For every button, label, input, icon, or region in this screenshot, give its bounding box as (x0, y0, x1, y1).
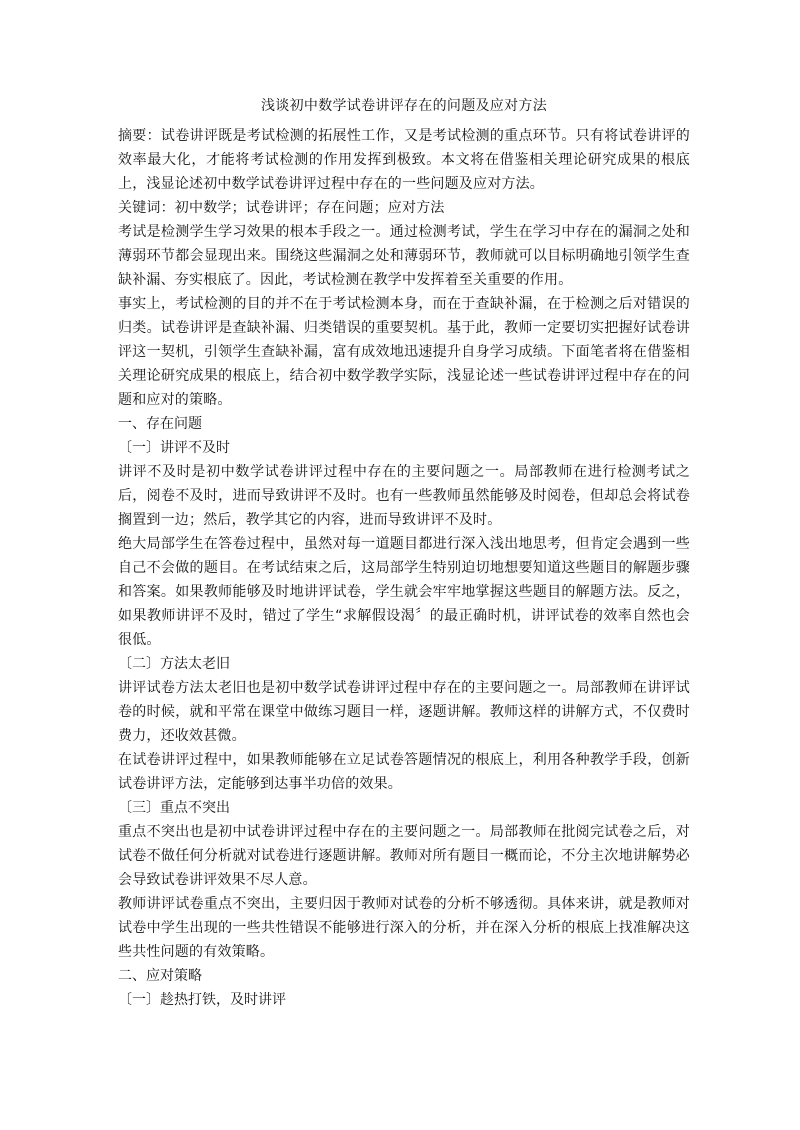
body-paragraph: 讲评试卷方法太老旧也是初中数学试卷讲评过程中存在的主要问题之一。局部教师在讲评试卷的时候，就和平常在课堂中做练习题目一样，逐题讲解。教师这样的讲解方式，不仅费时费力，还收效甚微。 (118, 680, 690, 744)
document-body (118, 124, 690, 1012)
body-paragraph: 绝大局部学生在答卷过程中，虽然对每一道题目都进行深入浅出地思考，但肯定会遇到一些自己不会做的题目。在考试结束之后，这局部学生特别迫切地想要知道这些题目的解题步骤和答案。如果教师能够及时地讲评试卷，学生就会牢牢地掌握这些题目的解题方法。反之，如果教师讲评不及时，错过了学生“求解假设渴〞的最正确时机，讲评试卷的效率自然也会很低。 (118, 536, 690, 648)
section-heading: 〔二〕方法太老旧 (118, 656, 230, 672)
body-paragraph: 教师讲评试卷重点不突出，主要归因于教师对试卷的分析不够透彻。具体来讲，就是教师对试卷中学生出现的一些共性错误不能够进行深入的分析，并在深入分析的根底上找准解决这些共性问题的有效策略。 (118, 896, 690, 960)
section-heading: 二、应对策略 (118, 968, 202, 984)
body-paragraph: 考试是检测学生学习效果的根本手段之一。通过检测考试，学生在学习中存在的漏洞之处和薄弱环节都会显现出来。围绕这些漏洞之处和薄弱环节，教师就可以目标明确地引领学生查缺补漏、夯实根底了。因此，考试检测在教学中发挥着至关重要的作用。 (118, 224, 690, 288)
body-paragraph: 在试卷讲评过程中，如果教师能够在立足试卷答题情况的根底上，利用各种教学手段，创新试卷讲评方法，定能够到达事半功倍的效果。 (118, 752, 690, 792)
section-heading: 一、存在问题 (118, 416, 202, 432)
document-title: 浅谈初中数学试卷讲评存在的问题及应对方法 (261, 98, 547, 114)
body-paragraph: 事实上，考试检测的目的并不在于考试检测本身，而在于查缺补漏，在于检测之后对错误的归类。试卷讲评是查缺补漏、归类错误的重要契机。基于此，教师一定要切实把握好试卷讲评这一契机，引领学生查缺补漏，富有成效地迅速提升自身学习成绩。下面笔者将在借鉴相关理论研究成果的根底上，结合初中数学教学实际，浅显论述一些试卷讲评过程中存在的问题和应对的策略。 (118, 296, 690, 408)
section-heading: 〔三〕重点不突出 (118, 800, 230, 816)
body-paragraph: 摘要：试卷讲评既是考试检测的拓展性工作，又是考试检测的重点环节。只有将试卷讲评的效率最大化，才能将考试检测的作用发挥到极致。本文将在借鉴相关理论研究成果的根底上，浅显论述初中数学试卷讲评过程中存在的一些问题及应对方法。 (118, 128, 690, 192)
document-page (118, 96, 690, 1012)
section-heading: 〔一〕趁热打铁，及时讲评 (118, 992, 286, 1008)
section-heading: 〔一〕讲评不及时 (118, 440, 230, 456)
body-paragraph: 讲评不及时是初中数学试卷讲评过程中存在的主要问题之一。局部教师在进行检测考试之后，阅卷不及时，进而导致讲评不及时。也有一些教师虽然能够及时阅卷，但却总会将试卷搁置到一边；然后，教学其它的内容，进而导致讲评不及时。 (118, 464, 690, 528)
body-paragraph: 关键词：初中数学；试卷讲评；存在问题；应对方法 (118, 200, 445, 216)
body-paragraph: 重点不突出也是初中试卷讲评过程中存在的主要问题之一。局部教师在批阅完试卷之后，对试卷不做任何分析就对试卷进行逐题讲解。教师对所有题目一概而论，不分主次地讲解势必会导致试卷讲评效果不尽人意。 (118, 824, 690, 888)
